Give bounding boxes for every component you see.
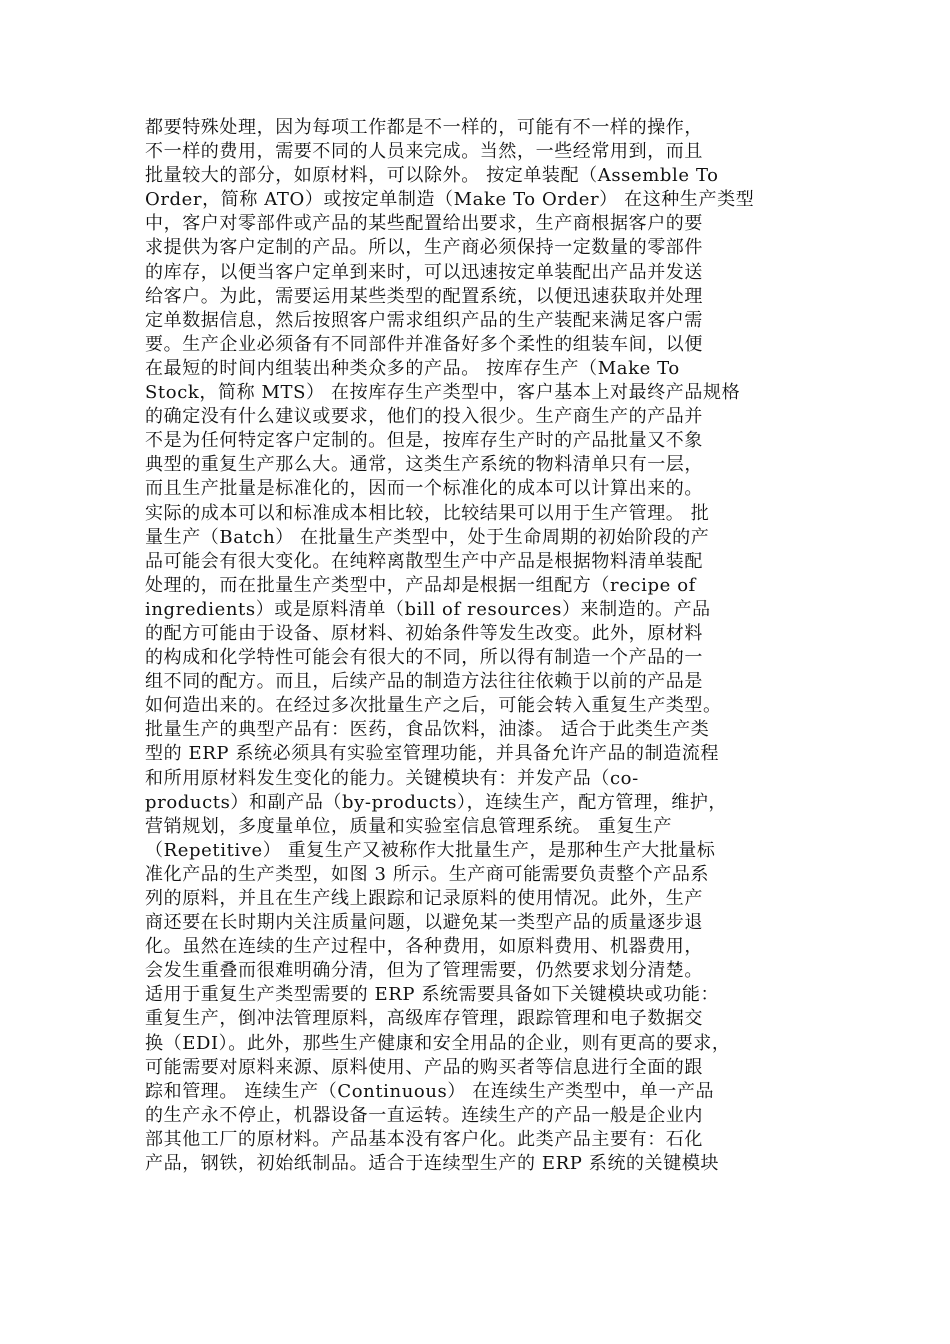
text-line: 不一样的费用，需要不同的人员来完成。当然，一些经常用到，而且 [145,141,703,163]
text-line: 踪和管理。 连续生产（Continuous） 在连续生产类型中，单一产品 [145,1080,715,1102]
text-line: 准化产品的生产类型，如图 3 所示。生产商可能需要负责整个产品系 [145,863,710,885]
text-line: 中，客户对零部件或产品的某些配置给出要求，生产商根据客户的要 [145,213,703,235]
text-line: 商还要在长时期内关注质量问题，以避免某一类型产品的质量逐步退 [145,912,703,934]
text-line: 在最短的时间内组装出种类众多的产品。 按库存生产（Make To [145,357,680,379]
text-line: ingredients）或是原料清单（bill of resources）来制造的。产品 [145,598,711,620]
text-line: 品可能会有很大变化。在纯粹离散型生产中产品是根据物料清单装配 [145,550,703,572]
text-line: 都要特殊处理，因为每项工作都是不一样的，可能有不一样的操作， [145,117,703,138]
text-line: （Repetitive） 重复生产又被称作大批量生产，是那种生产大批量标 [145,839,716,861]
text-line: 求提供为客户定制的产品。所以，生产商必须保持一定数量的零部件 [145,237,703,259]
text-line: 会发生重叠而很难明确分清，但为了管理需要，仍然要求划分清楚。 [145,960,703,982]
text-line: 批量生产的典型产品有：医药，食品饮料，油漆。 适合于此类生产类 [145,719,710,741]
text-line: 而且生产批量是标准化的，因而一个标准化的成本可以计算出来的。 [145,478,703,500]
text-line: 要。生产企业必须备有不同部件并准备好多个柔性的组装车间，以便 [145,333,703,355]
text-line: Stock，简称 MTS） 在按库存生产类型中，客户基本上对最终产品规格 [145,382,741,404]
text-line: 的生产永不停止，机器设备一直运转。连续生产的产品一般是企业内 [145,1104,703,1126]
text-line: 部其他工厂的原材料。产品基本没有客户化。此类产品主要有：石化 [145,1128,703,1150]
text-line: 的构成和化学特性可能会有很大的不同，所以得有制造一个产品的一 [145,647,703,669]
text-line: 的库存，以便当客户定单到来时，可以迅速按定单装配出产品并发送 [145,261,703,283]
text-line: 组不同的配方。而且，后续产品的制造方法往往依赖于以前的产品是 [145,671,703,693]
text-line: 和所用原材料发生变化的能力。关键模块有：并发产品（co- [145,767,639,789]
text-line: 的确定没有什么建议或要求，他们的投入很少。生产商生产的产品并 [145,406,703,428]
text-line: 处理的，而在批量生产类型中，产品却是根据一组配方（recipe of [145,574,696,596]
text-line: 典型的重复生产那么大。通常，这类生产系统的物料清单只有一层， [145,454,703,476]
text-line: 量生产（Batch） 在批量生产类型中，处于生命周期的初始阶段的产 [145,526,710,548]
text-line: 不是为任何特定客户定制的。但是，按库存生产时的产品批量又不象 [145,430,703,452]
text-line: 产品，钢铁，初始纸制品。适合于连续型生产的 ERP 系统的关键模块 [145,1153,720,1175]
text-line: 实际的成本可以和标准成本相比较，比较结果可以用于生产管理。 批 [145,502,710,524]
text-line: 定单数据信息，然后按照客户需求组织产品的生产装配来满足客户需 [145,309,703,331]
text-line: 可能需要对原料来源、原料使用、产品的购买者等信息进行全面的跟 [145,1056,703,1078]
text-line: 换（EDI）。此外，那些生产健康和安全用品的企业，则有更高的要求， [145,1032,731,1054]
text-line: 重复生产，倒冲法管理原料，高级库存管理，跟踪管理和电子数据交 [145,1008,703,1030]
text-line: 批量较大的部分，如原材料，可以除外。 按定单装配（Assemble To [145,165,719,187]
text-line: 的配方可能由于设备、原材料、初始条件等发生改变。此外，原材料 [145,622,703,644]
text-line: 营销规划，多度量单位，质量和实验室信息管理系统。 重复生产 [145,815,673,837]
text-line: 化。虽然在连续的生产过程中，各种费用，如原料费用、机器费用， [145,936,703,958]
text-line: products）和副产品（by-products），连续生产，配方管理，维护， [145,791,728,813]
text-line: 型的 ERP 系统必须具有实验室管理功能，并具备允许产品的制造流程 [145,743,720,765]
text-line: 如何造出来的。在经过多次批量生产之后，可能会转入重复生产类型。 [145,695,722,717]
document-body [145,116,825,1176]
text-line: 适用于重复生产类型需要的 ERP 系统需要具备如下关键模块或功能： [145,984,720,1006]
text-line: 给客户。为此，需要运用某些类型的配置系统，以便迅速获取并处理 [145,285,703,307]
text-line: 列的原料，并且在生产线上跟踪和记录原料的使用情况。此外，生产 [145,888,703,909]
text-line: Order，简称 ATO）或按定单制造（Make To Order） 在这种生产类型 [145,189,755,211]
